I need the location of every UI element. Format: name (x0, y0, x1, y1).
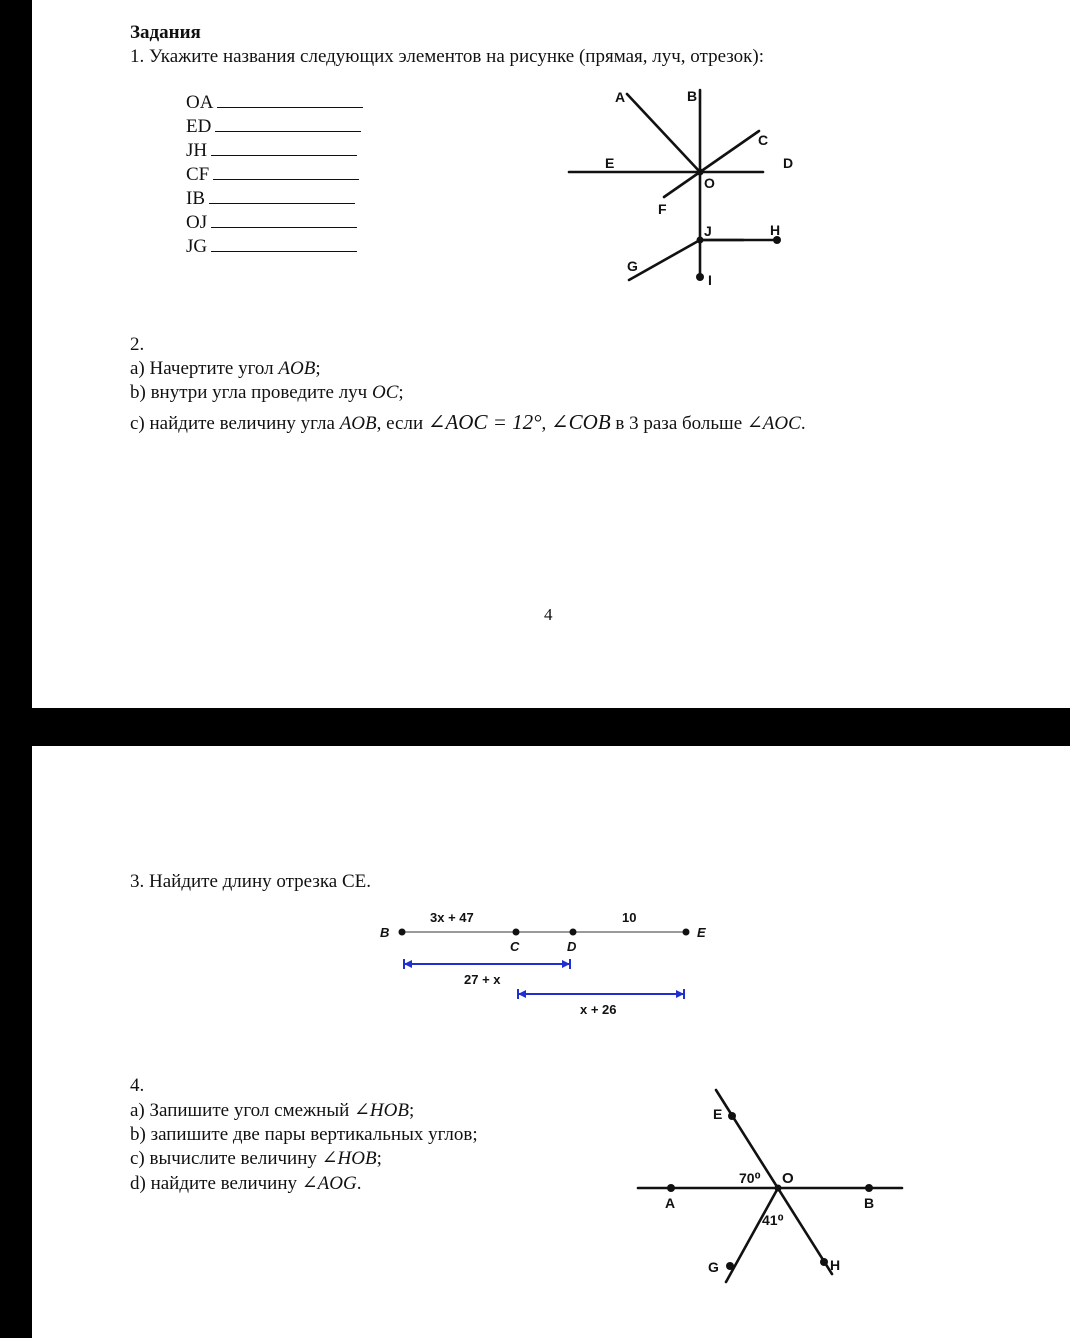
point-e (728, 1112, 736, 1120)
task4-d: d) найдите величину ∠AOG. (130, 1173, 362, 1194)
point-g (726, 1262, 734, 1270)
label-b: B (380, 925, 390, 940)
label-e: E (697, 925, 706, 940)
label-b: B (687, 88, 698, 104)
answer-line-jg: JG (186, 236, 357, 258)
label-e: E (713, 1106, 723, 1122)
label-g: G (627, 258, 638, 274)
label-a: A (615, 89, 626, 105)
point-o (697, 169, 704, 176)
answer-line-cf: CF (186, 164, 359, 186)
answer-line-jh: JH (186, 140, 357, 162)
label-d: D (567, 939, 577, 954)
page-number: 4 (544, 605, 553, 624)
task2-number: 2. (130, 334, 145, 355)
task1-text: 1. Укажите названия следующих элементов на рисунке (прямая, луч, отрезок): (130, 46, 764, 67)
task4-c: c) вычислите величину ∠HOB; (130, 1148, 382, 1169)
label-h: H (830, 1257, 841, 1273)
label-de-expr: 10 (622, 910, 637, 925)
task2-c: c) найдите величину угла AOB, если ∠AOC = 12°, ∠COB в 3 раза больше ∠AOC. (130, 410, 806, 434)
task1-figure (567, 82, 794, 297)
label-c: C (510, 939, 520, 954)
point-b (865, 1184, 873, 1192)
task4-number: 4. (130, 1075, 145, 1096)
line-og (726, 1188, 778, 1282)
worksheet-page-2 (32, 746, 1070, 1338)
point-i (696, 273, 704, 281)
label-o: O (782, 1170, 794, 1187)
ray-oa (627, 94, 700, 172)
label-ce-expr: x + 26 (580, 1002, 617, 1017)
answer-line-ib: IB (186, 188, 355, 210)
angle-label-41: 41⁰ (762, 1212, 784, 1228)
ray-oc (700, 131, 759, 172)
point-e (683, 929, 690, 936)
answer-line-ed: ED (186, 116, 361, 138)
label-i: I (708, 272, 712, 288)
label-h: H (770, 222, 781, 238)
ray-jg (629, 240, 700, 280)
task2-a: a) Начертите угол AOB; (130, 358, 321, 379)
task2-b: b) внутри угла проведите луч OC; (130, 382, 404, 403)
label-e: E (605, 155, 615, 171)
task4-a: a) Запишите угол смежный ∠HOB; (130, 1100, 415, 1121)
ray-of (664, 172, 700, 197)
label-c: C (758, 132, 769, 148)
point-b (399, 929, 406, 936)
point-o (775, 1185, 782, 1192)
label-j: J (704, 223, 712, 239)
label-bd-expr: 27 + x (464, 972, 501, 987)
point-c (513, 929, 520, 936)
point-h (820, 1258, 828, 1266)
label-a: A (665, 1195, 676, 1211)
label-g: G (708, 1259, 719, 1275)
task3-figure (370, 904, 710, 1017)
worksheet-page-1 (32, 0, 1070, 708)
task3-text: 3. Найдите длину отрезка CE. (130, 871, 371, 892)
point-a (667, 1184, 675, 1192)
label-o: O (704, 175, 715, 191)
label-bc-expr: 3x + 47 (430, 910, 474, 925)
label-b: B (864, 1195, 875, 1211)
task4-figure (636, 1084, 906, 1289)
label-f: F (658, 201, 667, 217)
heading: Задания (130, 22, 201, 43)
label-d: D (783, 155, 794, 171)
answer-line-oj: OJ (186, 212, 357, 234)
angle-label-70: 70⁰ (739, 1170, 761, 1186)
answer-line-oa: OA (186, 92, 363, 114)
point-d (570, 929, 577, 936)
task4-b: b) запишите две пары вертикальных углов; (130, 1124, 478, 1145)
